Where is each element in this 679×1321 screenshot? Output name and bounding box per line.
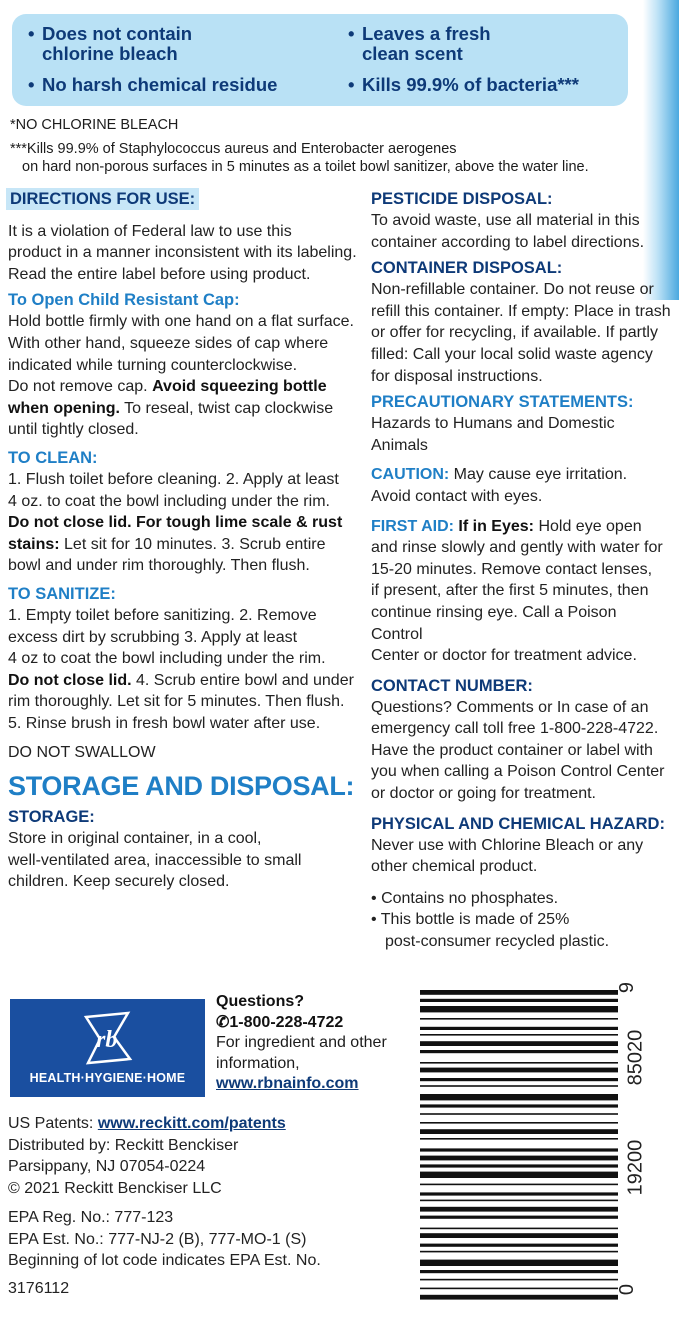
barcode-bar [420,1018,618,1020]
logo-tagline: HEALTH·HYGIENE·HOME [29,1071,186,1085]
barcode-bar [420,1244,618,1247]
barcode [420,980,660,1310]
legal-text: US Patents: www.reckitt.com/patents Distributed by: Reckitt Benckiser Parsippany, NJ 07054-0224 © 2021 Reckitt Benckiser LLC EPA Reg. No.: 777-123 EPA Est. No.: 777-NJ-2 (B), 777-MO-1 (S) Beginning of lot code indicates EPA Est. No. 3176112 [8,1115,321,1297]
list-item: • This bottle is made of 25% [371,911,570,929]
barcode-bar [420,1233,618,1238]
barcode-digit-end: 9 [616,981,639,994]
barcode-bar [420,1164,618,1167]
barcode-group-2: 85020 [624,1029,647,1086]
barcode-bar [420,990,618,995]
barcode-bar [420,1295,618,1300]
barcode-bar [420,1062,618,1064]
questions-phone: ✆1-800-228-4722 [216,1013,344,1031]
directions-intro: It is a violation of Federal law to use this product in a manner inconsistent with its labeling. Read the entire label before using product. [8,222,357,283]
benefit-item: • Kills 99.9% of bacteria*** [348,74,579,95]
barcode-bar [420,1078,618,1081]
questions-block: Questions? ✆1-800-228-4722 For ingredient and other information, www.rbnainfo.com [216,992,396,1095]
barcode-bar [420,1094,618,1100]
benefit-item: • No harsh chemical residue [28,74,278,95]
list-item: • Contains no phosphates. [371,889,559,907]
rb-logo-icon [78,1009,138,1067]
directions-heading: DIRECTIONS FOR USE: [6,188,199,210]
barcode-bar [420,1129,618,1134]
contact-text: Questions? Comments or In case of an emergency call toll free 1-800-228-4722. Have the product container or label with you when calling a Poison Control Center or doctor or going for treatment. [371,698,665,803]
barcode-bar [420,1184,618,1186]
barcode-bar [420,1216,618,1219]
barcode-bar [420,1041,618,1046]
patents-link[interactable]: www.reckitt.com/patents [97,1115,286,1132]
barcode-digit-start: 0 [616,1283,639,1296]
to-clean-text: 1. Flush toilet before cleaning. 2. Apply at least 4 oz. to coat the bowl including under the rim. Do not close lid. For tough lime scale & rust stains: Let sit for 10 minutes. 3. Scrub entire bowl and under rim thoroughly. Then flush. [8,470,343,575]
barcode-bar [420,1068,618,1073]
barcode-bar [420,1034,618,1036]
barcode-group-1: 19200 [624,1139,647,1196]
first-aid-text: FIRST AID: If in Eyes: Hold eye open and rinse slowly and gently with water for 15-20 minutes. Remove contact lenses, if present, after the first 5 minutes, then continue rinsing eye. Call a Poison Control Center or doctor for treatment advice. [371,517,663,665]
footnote-kills-1: ***Kills 99.9% of Staphylococcus aureus and Enterobacter aerogenes [10,141,457,157]
container-heading: CONTAINER DISPOSAL: [371,259,563,278]
open-cap-text: Hold bottle firmly with one hand on a flat surface. With other hand, squeeze sides of cap where indicated while turning counterclockwise. Do not remove cap. Avoid squeezing bottle when opening. To reseal, twist cap clockwise until tightly closed. [8,313,354,439]
barcode-bar [420,1050,618,1053]
storage-heading: STORAGE: [8,808,95,827]
svg-text:rb: rb [96,1027,118,1053]
barcode-bar [420,1192,618,1195]
barcode-bar [420,1113,618,1115]
hazard-text: Never use with Chlorine Bleach or any other chemical product. [371,836,644,876]
barcode-bar [420,1006,618,1012]
to-sanitize-heading: TO SANITIZE: [8,584,116,603]
barcode-bar [420,1251,618,1253]
hazard-heading: PHYSICAL AND CHEMICAL HAZARD: [371,814,665,833]
open-cap-heading: To Open Child Resistant Cap: [8,291,240,310]
barcode-bar [420,1085,618,1087]
barcode-bar [420,1027,618,1030]
benefit-item: • Leaves a fresh clean scent [348,23,491,64]
barcode-bar [420,1270,618,1273]
barcode-bar [420,1138,618,1140]
container-text: Non-refillable container. Do not reuse or refill this container. If empty: Place in trash or offer for recycling, if available. If partly filled: Call your local solid waste agency for disposal instructions. [371,281,671,385]
caution-text: CAUTION: May cause eye irritation. Avoid contact with eyes. [371,466,628,505]
pesticide-heading: PESTICIDE DISPOSAL: [371,190,553,208]
storage-text: Store in original container, in a cool, well-ventilated area, inaccessible to small children. Keep securely closed. [8,830,302,891]
precaution-text: Hazards to Humans and Domestic Animals [371,415,615,454]
barcode-bar [420,1228,618,1230]
precaution-heading: PRECAUTIONARY STATEMENTS: [371,393,634,412]
to-sanitize-text: 1. Empty toilet before sanitizing. 2. Remove excess dirt by scrubbing 3. Apply at least 4 oz to coat the bowl including under the rim. Do not close lid. 4. Scrub entire bowl and under rim thoroughly. Let sit for 5 minutes. Then flush. 5. Rinse brush in fresh bowl water after use. [8,606,354,732]
phone-icon: ✆ [216,1013,230,1031]
barcode-bar [420,1172,618,1178]
footnote-no-bleach: *NO CHLORINE BLEACH [10,117,179,133]
barcode-bar [420,1260,618,1266]
benefit-item: • Does not contain chlorine bleach [28,23,193,64]
left-column [8,188,360,893]
barcode-bar [420,1104,618,1107]
recycling-bullets: • Contains no phosphates. • This bottle is made of 25% post-consumer recycled plastic. [371,888,671,953]
barcode-bar [420,1200,618,1202]
barcode-bar [420,1288,618,1290]
barcode-bar [420,1156,618,1161]
questions-heading: Questions? [216,993,305,1010]
to-clean-heading: TO CLEAN: [8,448,98,467]
pesticide-text: To avoid waste, use all material in this container according to label directions. [371,212,645,251]
barcode-bar [420,1148,618,1151]
barcode-bar [420,1122,618,1124]
rb-logo [10,999,205,1097]
website-link[interactable]: www.rbnainfo.com [216,1075,359,1092]
footnote-kills-2: on hard non-porous surfaces in 5 minutes as a toilet bowl sanitizer, above the water line. [22,159,589,175]
do-not-swallow: DO NOT SWALLOW [8,744,156,762]
contact-heading: CONTACT NUMBER: [371,676,533,695]
right-column [371,188,671,953]
storage-disposal-heading: STORAGE AND DISPOSAL: [8,771,355,802]
barcode-bar [420,1207,618,1212]
barcode-bars [420,980,620,1310]
benefits-panel [12,14,628,106]
barcode-bar [420,999,618,1002]
barcode-bar [420,1279,618,1281]
